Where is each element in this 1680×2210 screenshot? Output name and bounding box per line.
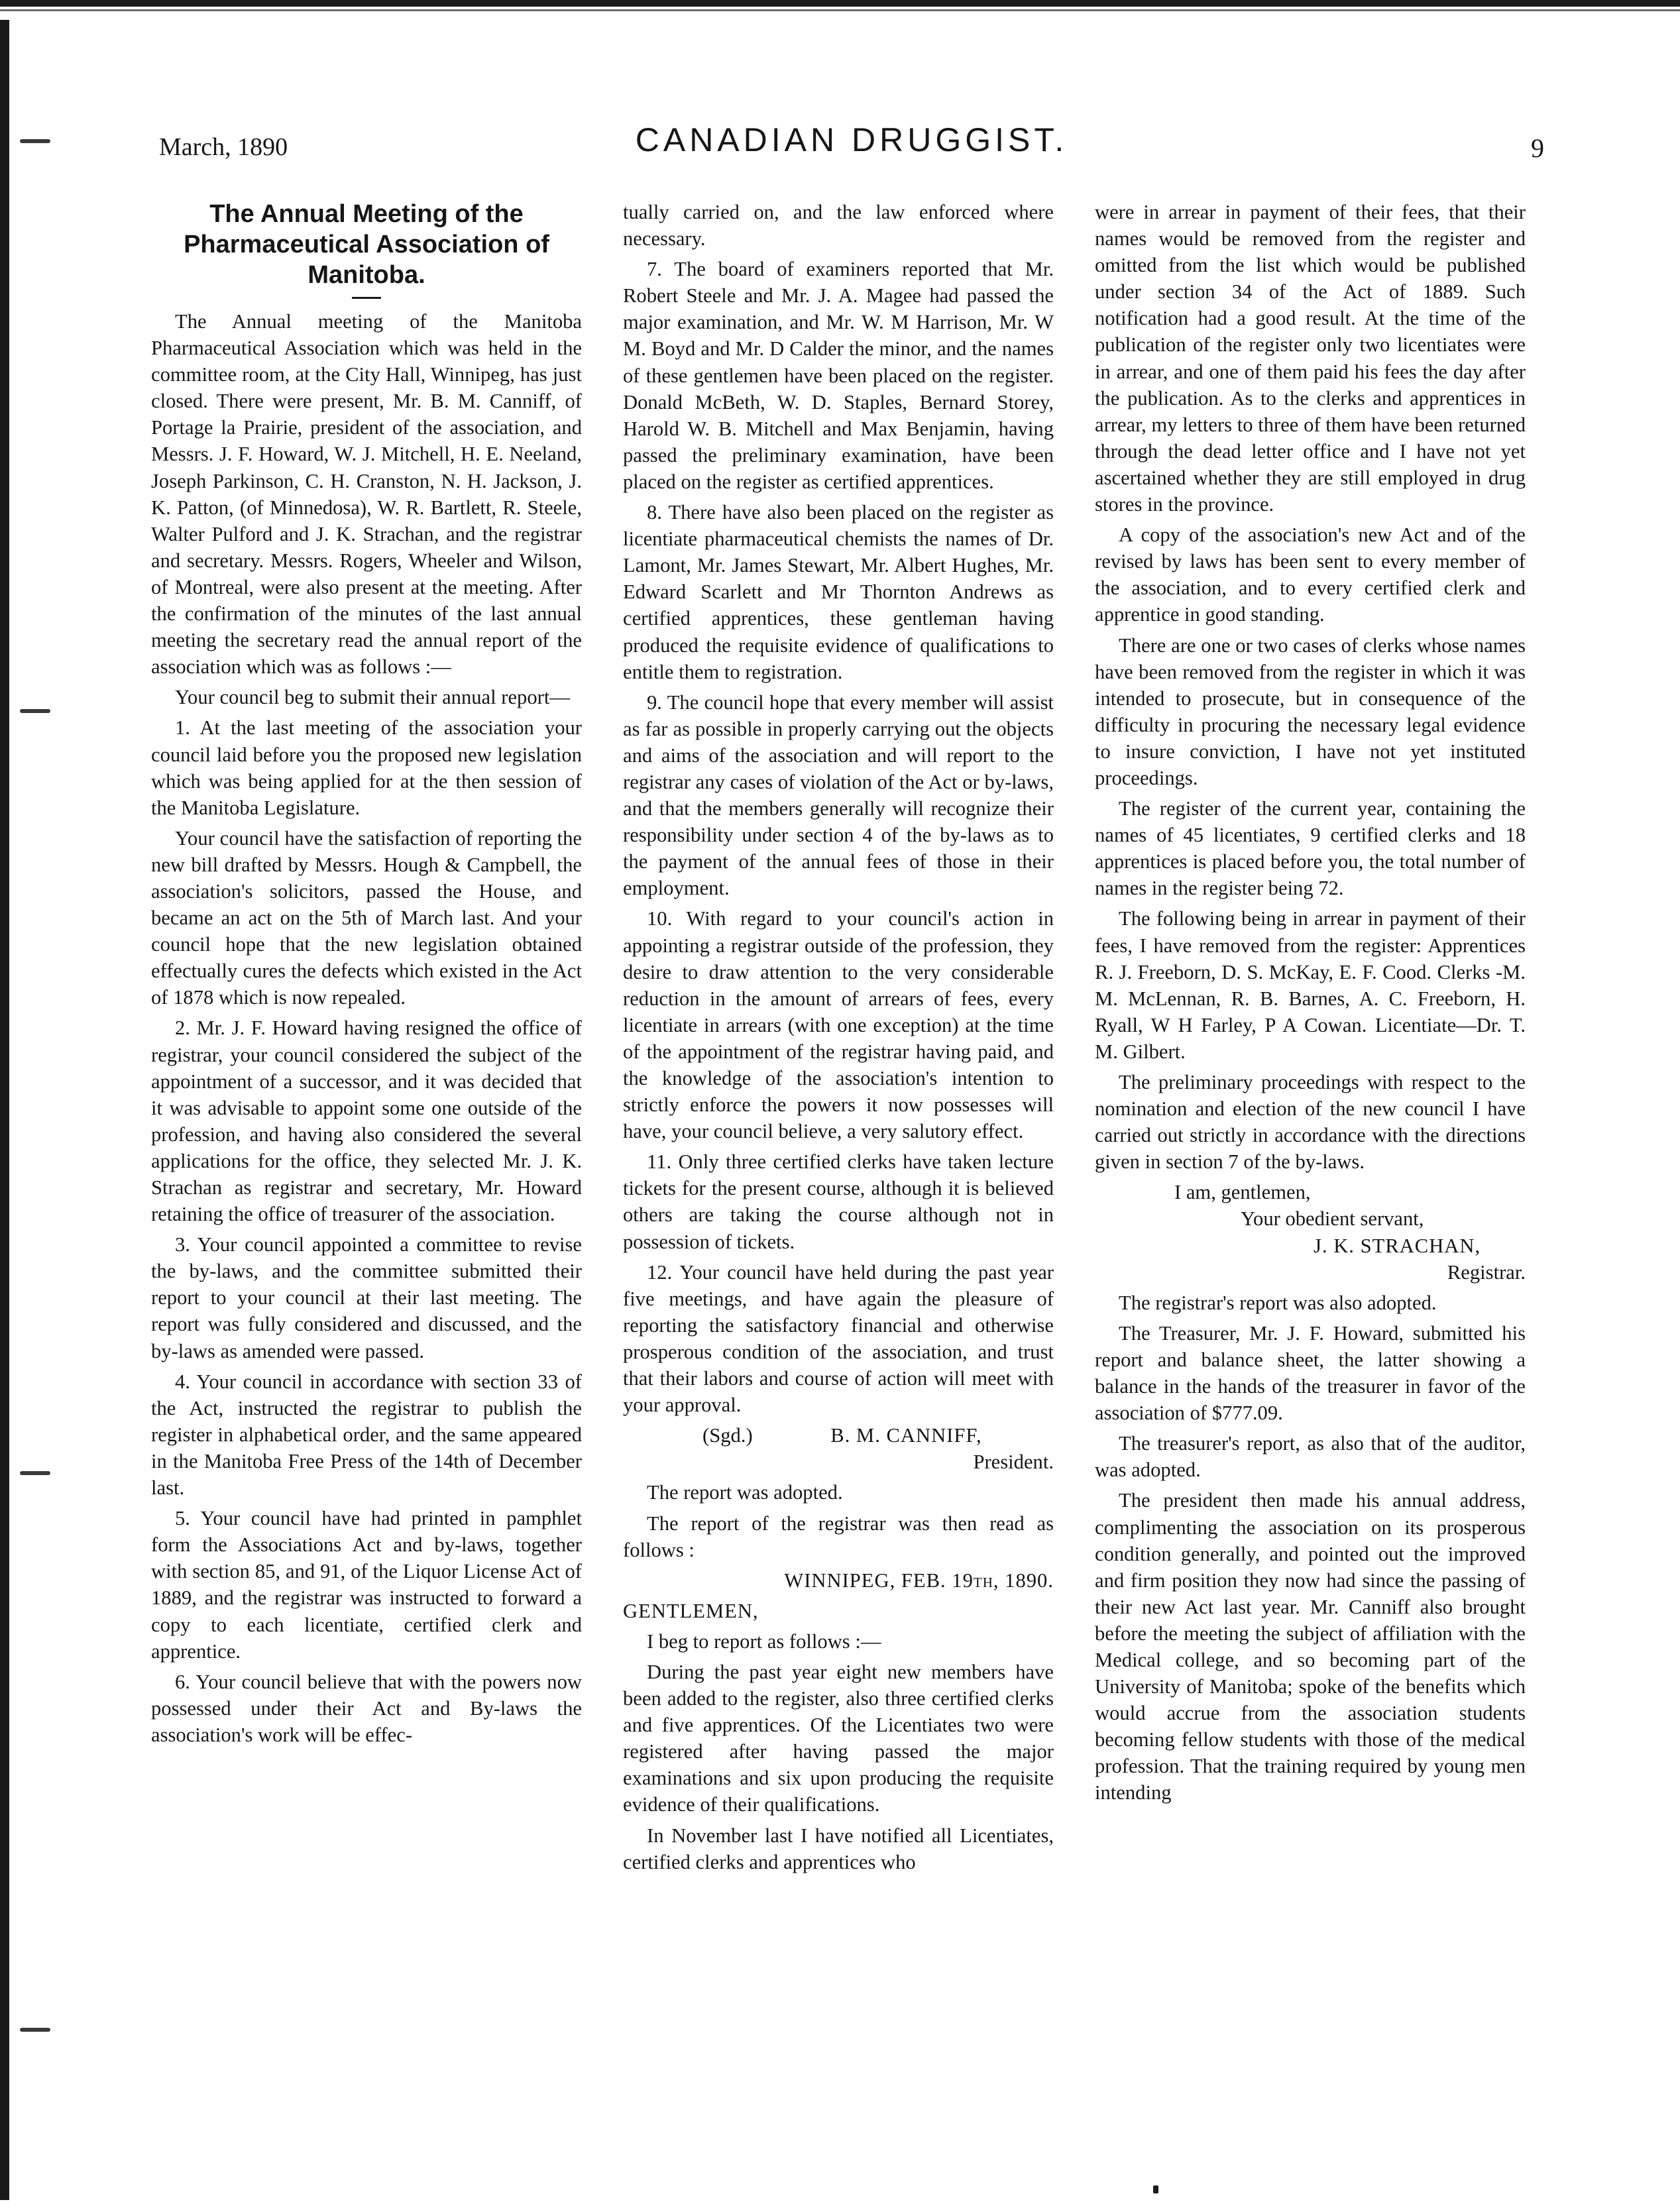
binding-mark [20, 1471, 50, 1475]
binding-edge [0, 20, 86, 2200]
binding-mark [20, 709, 50, 713]
title-divider [352, 297, 381, 299]
paragraph: 1. At the last meeting of the association your council laid before you the proposed new legislation which was being applied for at the then session of the Manitoba Legislature. [151, 716, 582, 819]
binding-mark [20, 139, 50, 143]
paragraph: Your council have the satisfaction of reporting the new bill drafted by Messrs. Hough & Campbell, the association's solicitors, passed the House, and became an act on the 5th of March last. And your council hope that the new legislation obtained effectually cures the defects which existed in the Act of 1878 which is now repealed. [151, 826, 582, 1009]
header-date: March, 1890 [159, 133, 288, 161]
paragraph: The registrar's report was also adopted. [1119, 1291, 1437, 1314]
top-border-rule [0, 0, 1680, 7]
paragraph: 9. The council hope that every member will assist as far as possible in properly carrying out the objects and aims of the association and will report to the registrar any cases of violation of the Act or by-laws, and that the members generally will recognize their responsibility under section 4 of the by-laws as to the payment of the annual fees of those in their employment. [623, 691, 1054, 900]
paragraph: 10. With regard to your council's action in appointing a registrar outside of the profession, they desire to draw attention to the very considerable reduction in the amount of arrears of fees, every licentiate in arrears (with one exception) at the time of the appointment of the registrar having paid, and the knowledge of the association's intention to strictly enforce the powers it now possesses will have, your council believe, a very salutory effect. [623, 907, 1054, 1143]
letter-dateline: WINNIPEG, FEB. 19th, 1890. [784, 1569, 1054, 1592]
president-signature [623, 1422, 1054, 1449]
top-border-rule-thin [0, 9, 1680, 11]
paragraph: There are one or two cases of clerks whose names have been removed from the register in which it was intended to prosecute, but in consequence of the difficulty in procuring the necessary legal evidence to insure conviction, I have not yet instituted proceedings. [1095, 634, 1526, 789]
binding-mark [20, 2028, 50, 2032]
paragraph: The Treasurer, Mr. J. F. Howard, submitted his report and balance sheet, the latter showing a balance in the hands of the treasurer in favor of the association of $777.09. [1095, 1321, 1526, 1425]
paragraph: The Annual meeting of the Manitoba Pharmaceutical Association which was held in the committee room, at the City Hall, Winnipeg, has just closed. There were present, Mr. B. M. Canniff, of Portage la Prairie, president of the association, and Messrs. J. F. Howard, W. J. Mitchell, H. E. Neeland, Joseph Parkinson, C. H. Cranston, N. H. Jackson, J. K. Patton, (of Minnedosa), W. R. Bartlett, R. Steele, Walter Pulford and J. K. Strachan, and the registrar and secretary. Messrs. Rogers, Wheeler and Wilson, of Montreal, were also present at the meeting. After the confirmation of the minutes of the last annual meeting the secretary read the annual report of the association which was as follows :— [151, 310, 582, 679]
article-title: The Annual Meeting of the Pharmaceutical Association of Manitoba. [184, 200, 549, 289]
column-3 [1095, 199, 1526, 2200]
paragraph: 5. Your council have had printed in pamphlet form the Associations Act and by-laws, together with section 85, and 91, of the Liquor License Act of 1889, and the registrar was instructed to forward a copy to each licentiate, certified clerk and apprentice. [151, 1507, 582, 1663]
sign-off-line: I am, gentlemen, [1174, 1181, 1311, 1204]
paragraph: 2. Mr. J. F. Howard having resigned the office of registrar, your council considered the subject of the appointment of a successor, and it was decided that it was advisable to appoint some one outside of the profession, and having also considered the several applications for the office, they selected Mr. J. K. Strachan as registrar and secretary, Mr. Howard retaining the office of treasurer of the association. [151, 1017, 582, 1226]
paragraph: 3. Your council appointed a committee to revise the by-laws, and the committee submitted their report to your council at their last meeting. The report was fully considered and discussed, and the by-laws as amended were passed. [151, 1233, 582, 1362]
president-name: B. M. CANNIFF, [830, 1424, 982, 1447]
paragraph: The preliminary proceedings with respect to the nomination and election of the new council I have carried out strictly in accordance with the directions given in section 7 of the by-laws. [1095, 1071, 1526, 1174]
president-title: President. [973, 1451, 1054, 1474]
registrar-title: Registrar. [1447, 1260, 1526, 1284]
sign-off-line: Your obedient servant, [1241, 1207, 1424, 1231]
paragraph: The report was adopted. [647, 1481, 843, 1504]
registrar-name: J. K. STRACHAN, [1314, 1234, 1481, 1257]
paragraph: 6. Your council believe that with the powers now possessed under their Act and By-laws the association's work will be effec- [151, 1670, 582, 1746]
paragraph: I beg to report as follows :— [647, 1630, 881, 1653]
paragraph: 11. Only three certified clerks have taken lecture tickets for the present course, although it is believed others are taking the course although not in possession of tickets. [623, 1150, 1054, 1253]
paragraph: tually carried on, and the law enforced where necessary. [623, 201, 1054, 250]
registrar-signature [1095, 1179, 1526, 1285]
paragraph: Your council beg to submit their annual report— [175, 686, 570, 709]
page-header [159, 121, 1544, 167]
paragraph: The following being in arrear in payment of their fees, I have removed from the register: Apprentices R. J. Freeborn, D. S. McKay, E. F. Cood. Clerks -M. M. McLennan, R. B. Barnes, A. C. Freeborn, H. Ryall, W H Farley, P A Cowan. Licentiate—Dr. T. M. Gilbert. [1095, 907, 1526, 1063]
paragraph: The register of the current year, containing the names of 45 licentiates, 9 certified clerks and 18 apprentices is placed before you, the total number of names in the register being 72. [1095, 797, 1526, 900]
paragraph: 4. Your council in accordance with section 33 of the Act, instructed the registrar to publish the register in alphabetical order, and the same appeared in the Manitoba Free Press of the 14th of December last. [151, 1370, 582, 1500]
header-title: CANADIAN DRUGGIST. [635, 121, 1068, 158]
paragraph: The president then made his annual address, complimenting the association on its prosperous condition generally, and pointed out the improved and firm position they now had since the passing of their new Act last year. Mr. Canniff also brought before the meeting the subject of affiliation with the Medical college, and so becoming part of the University of Manitoba; spoke of the benefits which would accrue from the association students becoming fellow students with those of the medical profession. That the training required by young men intending [1095, 1489, 1526, 1804]
paragraph: 7. The board of examiners reported that Mr. Robert Steele and Mr. J. A. Magee had passed the major examination, and Mr. W. M Harrison, Mr. W M. Boyd and Mr. D Calder the minor, and the names of these gentlemen have been placed on the register. Donald McBeth, W. D. Staples, Bernard Storey, Harold W. B. Mitchell and Max Benjamin, having passed the preliminary examination, have been placed on the register as certified apprentices. [623, 258, 1054, 493]
paragraph: The treasurer's report, as also that of the auditor, was adopted. [1095, 1432, 1526, 1482]
paragraph: The report of the registrar was then read as follows : [623, 1512, 1054, 1561]
paragraph: During the past year eight new members have been added to the register, also three certified clerks and five apprentices. Of the Licentiates two were registered after having passed the major examinations and six upon producing the requisite evidence of their qualifications. [623, 1660, 1054, 1816]
column-1 [151, 199, 582, 2200]
paragraph: In November last I have notified all Licentiates, certified clerks and apprentices who [623, 1824, 1054, 1873]
paragraph: A copy of the association's new Act and of the revised by laws has been sent to every member of the association, and to every certified clerk and apprentice in good standing. [1095, 524, 1526, 626]
paragraph: 8. There have also been placed on the register as licentiate pharmaceutical chemists the names of Dr. Lamont, Mr. James Stewart, Mr. Albert Hughes, Mr. Edward Scarlett and Mr Thornton Andrews as certified apprentices, these gentleman having produced the requisite evidence of qualifications to entitle them to registration. [623, 501, 1054, 683]
sgd-label: (Sgd.) [702, 1424, 753, 1447]
column-2 [623, 199, 1054, 2200]
paragraph: 12. Your council have held during the past year five meetings, and have again the pleasure of reporting the satisfactory financial and otherwise prosperous condition of the association, and trust that their labors and course of action will meet with your approval. [623, 1260, 1054, 1417]
letter-salutation: GENTLEMEN, [623, 1599, 759, 1622]
paragraph: were in arrear in payment of their fees, that their names would be removed from the register and omitted from the list which would be published under section 34 of the Act of 1889. Such notification had a good result. At the time of the publication of the register only two licentiates were in arrear, and one of them paid his fees the day after the publication. As to the clerks and apprentices in arrear, my letters to three of them have been returned through the dead letter office and I have not yet ascertained whether they are still employed in drug stores in the province. [1095, 201, 1526, 516]
page-bullet-mark [1153, 2185, 1158, 2193]
page-number: 9 [1531, 133, 1544, 163]
